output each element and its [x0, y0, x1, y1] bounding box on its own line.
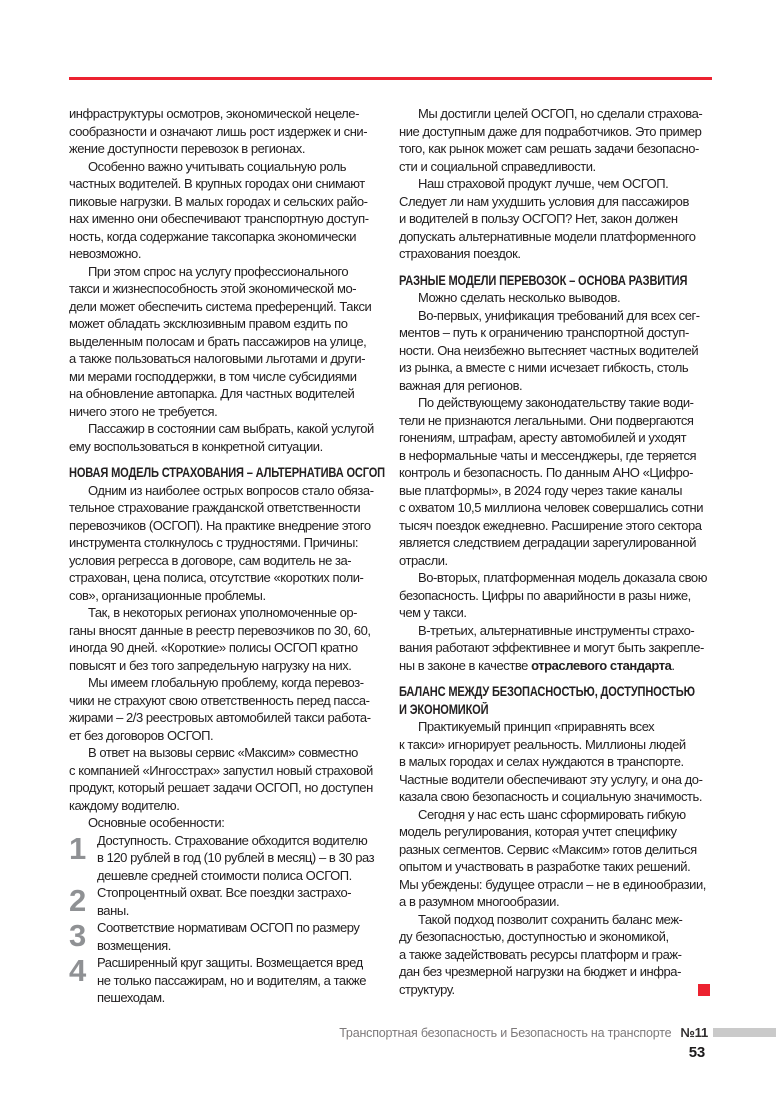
- numbered-list: [69, 832, 387, 1007]
- section-heading-line: РАЗНЫЕ МОДЕЛИ ПЕРЕВОЗОК – ОСНОВА РАЗВИТИЯ: [399, 272, 688, 288]
- paragraph: Во-вторых, платформенная модель доказала свою безопасность. Цифры по аварийности в разы ниже, чем у такси.: [399, 570, 707, 620]
- paragraph: Одним из наиболее острых вопросов стало обяза- тельное страхование гражданской ответственности перевозчиков (ОСГОП). На практике внедрение этого инструмента столкнулось с трудностями. Причины: условия регресса в договоре, сам водитель не за- страхован, цена полиса, отсутствие «коротких поли- сов», организационные проблемы.: [69, 482, 374, 603]
- section-heading: [69, 464, 387, 482]
- paragraph: Особенно важно учитывать социальную роль частных водителей. В крупных городах они снимают пиковые нагрузки. В малых городах и сельских райо- нах именно они обеспечивают транспортную доступ- ность, когда содержание таксопарка экономически невозможно.: [69, 158, 369, 261]
- footer-journal-title: Транспортная безопасность и Безопасность на транспорте: [339, 1025, 672, 1040]
- paragraph: Пассажир в состоянии сам выбрать, какой услугой ему воспользоваться в конкретной ситуации.: [69, 421, 374, 454]
- numbered-list-item: [69, 832, 387, 885]
- section-heading: [399, 272, 712, 290]
- list-item-text: Доступность. Страхование обходится водителю в 120 рублей в год (10 рублей в месяц) – в 30 раз дешевле средней стоимости полиса ОСГОП.: [97, 832, 375, 883]
- paragraph: Сегодня у нас есть шанс сформировать гибкую модель регулирования, которая учтет специфику разных сегментов. Сервис «Максим» готов делиться опытом и участвовать в разработке таких решений. Мы убеждены: будущее отрасли – не в единообразии, а в разумном многообразии.: [399, 806, 706, 909]
- list-item-text: Соответствие нормативам ОСГОП по размеру возмещения.: [97, 920, 360, 953]
- paragraph: Основные особенности:: [88, 815, 225, 830]
- paragraph: Так, в некоторых регионах уполномоченные ор- ганы вносят данные в реестр перевозчиков по 30, 60, иногда 90 дней. «Короткие» полисы ОСГОП кратно повысят и без того запредельную нагрузку на них.: [69, 605, 371, 673]
- section-heading-line: НОВАЯ МОДЕЛЬ СТРАХОВАНИЯ – АЛЬТЕРНАТИВА ОСГОП: [69, 465, 385, 480]
- list-item-text: Стопроцентный охват. Все поездки застрахо- ваны.: [97, 885, 352, 918]
- end-of-article-marker: [698, 984, 710, 996]
- footer-issue-number: №11: [680, 1025, 708, 1040]
- section-heading-line: И ЭКОНОМИКОЙ: [399, 701, 489, 717]
- paragraph: В-третьих, альтернативные инструменты страхо- вания работают эффективнее и могут быть закрепле- ны в законе в качестве отраслевого стандарта.: [399, 622, 704, 673]
- paragraph: Во-первых, унификация требований для всех сег- ментов – путь к ограничению транспортной доступ- ности. Она неизбежно вытесняет частных водителей из рынка, а вместе с ними исчезает гибкость, столь важная для регионов.: [399, 307, 700, 393]
- paragraph: инфраструктуры осмотров, экономической нецеле- сообразности и означают лишь рост издержек и сни- жение доступности перевозок в регионах.: [69, 106, 368, 156]
- page-number: 53: [688, 1044, 705, 1061]
- list-item-number: 4: [69, 953, 86, 988]
- footer-decorative-bar: [713, 1028, 776, 1037]
- paragraph: Мы имеем глобальную проблему, когда перевоз- чики не страхуют свою ответственность перед пасса- жирами – 2/3 реестровых автомобилей такси работа- ет без договоров ОСГОП.: [69, 675, 371, 743]
- paragraph: Такой подход позволит сохранить баланс меж- ду безопасностью, доступностью и экономикой, а также задействовать ресурсы платформ и граж- дан без чрезмерной нагрузки на бюджет и инфра- структуру.: [399, 911, 712, 999]
- list-item-number: 1: [69, 830, 86, 866]
- paragraph: Мы достигли целей ОСГОП, но сделали страхова- ние доступным даже для подработчиков. Это пример того, как рынок может сам решать задачи безопасно- сти и социальной справедливости.: [399, 106, 703, 174]
- numbered-list-item: [69, 884, 387, 919]
- article-body: [69, 105, 712, 1007]
- top-accent-rule: [69, 77, 712, 80]
- paragraph: Можно сделать несколько выводов.: [418, 290, 621, 305]
- section-heading-line: БАЛАНС МЕЖДУ БЕЗОПАСНОСТЬЮ, ДОСТУПНОСТЬЮ: [399, 684, 695, 699]
- paragraph: Практикуемый принцип «приравнять всех к такси» игнорирует реальность. Миллионы людей в малых городах и селах нуждаются в транспорте. Частные водители обеспечивают эту услугу, и она до- казала свою безопасность и социальную значимость.: [399, 719, 703, 804]
- right-column: [399, 105, 712, 1007]
- paragraph: В ответ на вызовы сервис «Максим» совместно с компанией «Ингосстрах» запустил новый страховой продукт, который решает задачи ОСГОП, но доступен каждому водителю.: [69, 745, 373, 813]
- paragraph: По действующему законодательству такие води- тели не признаются легальными. Они подвергаются гонениям, штрафам, аресту автомобилей и уходят в неформальные чаты и мессенджеры, где теряется контроль и безопасность. По данным АНО «Цифро- вые платформы», в 2024 году через такие каналы с охватом 10,5 миллиона человек совершались сотни тысяч поездок ежедневно. Расширение этого сектора является следствием деградации зарегулированной отрасли.: [399, 395, 704, 568]
- numbered-list-item: [69, 919, 387, 954]
- numbered-list-item: [69, 954, 387, 1007]
- footer: [0, 1025, 776, 1040]
- left-column: [69, 105, 387, 1007]
- list-item-number: 3: [69, 918, 86, 953]
- section-heading: [399, 683, 712, 718]
- list-item-number: 2: [69, 883, 86, 918]
- paragraph: При этом спрос на услугу профессионального такси и жизнеспособность этой экономической мо- дели может обеспечить система преференций. Такси может обладать эксклюзивным правом ездить по выделенным полосам и брать пассажиров на улице, а также пользоваться налоговыми льготами и други- ми мерами господдержки, в том числе субсидиями на обновление автопарка. Для частных водителей ничего этого не требуется.: [69, 263, 372, 419]
- list-item-text: Расширенный круг защиты. Возмещается вред не только пассажирам, но и водителям, а также пешеходам.: [97, 955, 366, 1005]
- paragraph: Наш страховой продукт лучше, чем ОСГОП. Следует ли нам ухудшить условия для пассажиров и водителей в пользу ОСГОП? Нет, закон должен допускать альтернативные модели платформенного страхования поездок.: [399, 176, 696, 261]
